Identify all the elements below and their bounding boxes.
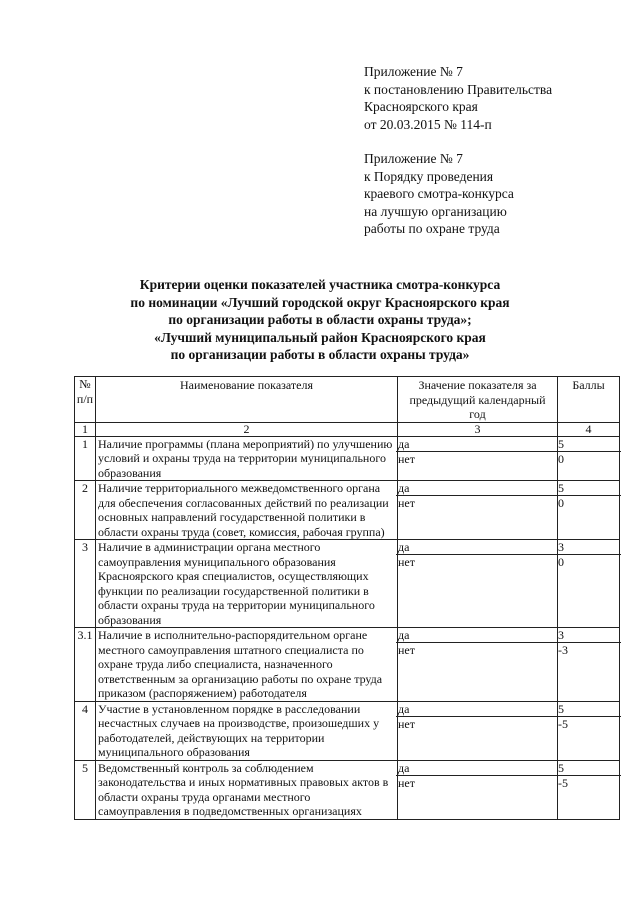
score-cell xyxy=(558,540,620,628)
score-value: 5 xyxy=(556,702,621,717)
value-option: нет xyxy=(398,775,415,790)
row-number: 1 xyxy=(75,436,96,481)
score-value: 5 xyxy=(556,481,621,496)
indicator-value-cell xyxy=(398,436,558,481)
value-option: да xyxy=(396,702,559,717)
title-line: по организации работы в области охраны труда» xyxy=(170,347,470,362)
indicator-name: Участие в установленном порядке в расследовании несчастных случаев на производстве, произошедших у работодателей, действующих на территории муниципального образования xyxy=(96,701,398,760)
header-line: Красноярского края xyxy=(364,99,478,114)
score-value: -5 xyxy=(558,716,568,731)
score-cell xyxy=(558,481,620,540)
score-value: 0 xyxy=(558,555,564,569)
appendix-header xyxy=(364,63,624,238)
row-number: 2 xyxy=(75,481,96,540)
value-option: да xyxy=(396,540,559,555)
criteria-table xyxy=(74,376,620,820)
score-value: -5 xyxy=(558,775,568,790)
title-line: по организации работы в области охраны труда»; xyxy=(168,312,472,327)
header-line: Приложение № 7 xyxy=(364,64,463,79)
header-line: работы по охране труда xyxy=(364,221,500,236)
indicator-name: Ведомственный контроль за соблюдением законодательства и иных нормативных правовых актов в области охраны труда органами местного самоуправления в подведомственных организациях xyxy=(96,760,398,819)
table-row xyxy=(75,760,620,819)
row-number: 3.1 xyxy=(75,628,96,702)
row-number: 3 xyxy=(75,540,96,628)
indicator-value-cell xyxy=(398,760,558,819)
col-number-row xyxy=(75,422,620,436)
score-value: 0 xyxy=(558,496,564,510)
score-value: -3 xyxy=(558,643,568,657)
score-cell xyxy=(558,701,620,760)
row-number: 4 xyxy=(75,701,96,760)
value-option: да xyxy=(396,481,559,496)
indicator-name: Наличие в исполнительно-распорядительном органе местного самоуправления штатного специалиста по охране труда либо специалиста, назначенного ответственным за организацию работы по охране труда приказом (распоряжением) работодателя xyxy=(96,628,398,702)
score-cell xyxy=(558,760,620,819)
col-header-value: Значение показателя за предыдущий календарный год xyxy=(398,377,558,423)
table-row xyxy=(75,701,620,760)
value-option: да xyxy=(396,437,559,452)
score-value: 5 xyxy=(556,437,621,452)
value-option: да xyxy=(396,628,559,643)
row-number: 5 xyxy=(75,760,96,819)
col-number: 1 xyxy=(75,422,96,436)
indicator-name: Наличие территориального межведомственного органа для обеспечения согласованных действий по реализации основных направлений государственной политики в области охраны труда (совет, комиссия, рабочая группа) xyxy=(96,481,398,540)
score-value: 0 xyxy=(558,451,564,466)
title-line: по номинации «Лучший городской округ Красноярского края xyxy=(130,294,510,310)
col-header-number: № п/п xyxy=(75,377,96,423)
header-line: на лучшую организацию xyxy=(364,203,507,219)
indicator-value-cell xyxy=(398,701,558,760)
title-line: Критерии оценки показателей участника смотра-конкурса xyxy=(139,277,501,292)
title-line: «Лучший муниципальный район Красноярского края xyxy=(154,329,486,345)
score-value: 5 xyxy=(556,761,621,776)
table-row xyxy=(75,628,620,702)
value-option: нет xyxy=(398,716,415,731)
indicator-value-cell xyxy=(398,481,558,540)
document-title xyxy=(60,276,580,364)
table-header-row xyxy=(75,377,620,423)
header-line: Приложение № 7 xyxy=(364,151,463,166)
header-line: к постановлению Правительства xyxy=(364,81,553,97)
value-option: нет xyxy=(398,555,415,569)
col-number: 4 xyxy=(558,422,620,436)
col-header-score: Баллы xyxy=(558,377,620,423)
score-cell xyxy=(558,436,620,481)
value-option: да xyxy=(396,761,559,776)
table-row xyxy=(75,540,620,628)
table-row xyxy=(75,436,620,481)
indicator-value-cell xyxy=(398,540,558,628)
indicator-name: Наличие программы (плана мероприятий) по улучшению условий и охраны труда на территории муниципального образования xyxy=(96,436,398,481)
score-cell xyxy=(558,628,620,702)
score-value: 3 xyxy=(556,540,621,555)
header-line: от 20.03.2015 № 114-п xyxy=(364,116,492,132)
col-header-name: Наименование показателя xyxy=(96,377,398,423)
col-number: 3 xyxy=(398,422,558,436)
header-line: к Порядку проведения xyxy=(364,168,494,184)
value-option: нет xyxy=(398,451,415,466)
value-option: нет xyxy=(398,643,415,657)
header-line: краевого смотра-конкурса xyxy=(364,186,514,201)
table-row xyxy=(75,481,620,540)
col-number: 2 xyxy=(96,422,398,436)
value-option: нет xyxy=(398,496,415,510)
indicator-value-cell xyxy=(398,628,558,702)
indicator-name: Наличие в администрации органа местного самоуправления муниципального образования Красноярского края специалистов, осуществляющих функции по реализации государственной политики в области охраны труда на территории муниципального образования xyxy=(96,540,398,628)
score-value: 3 xyxy=(556,628,621,643)
